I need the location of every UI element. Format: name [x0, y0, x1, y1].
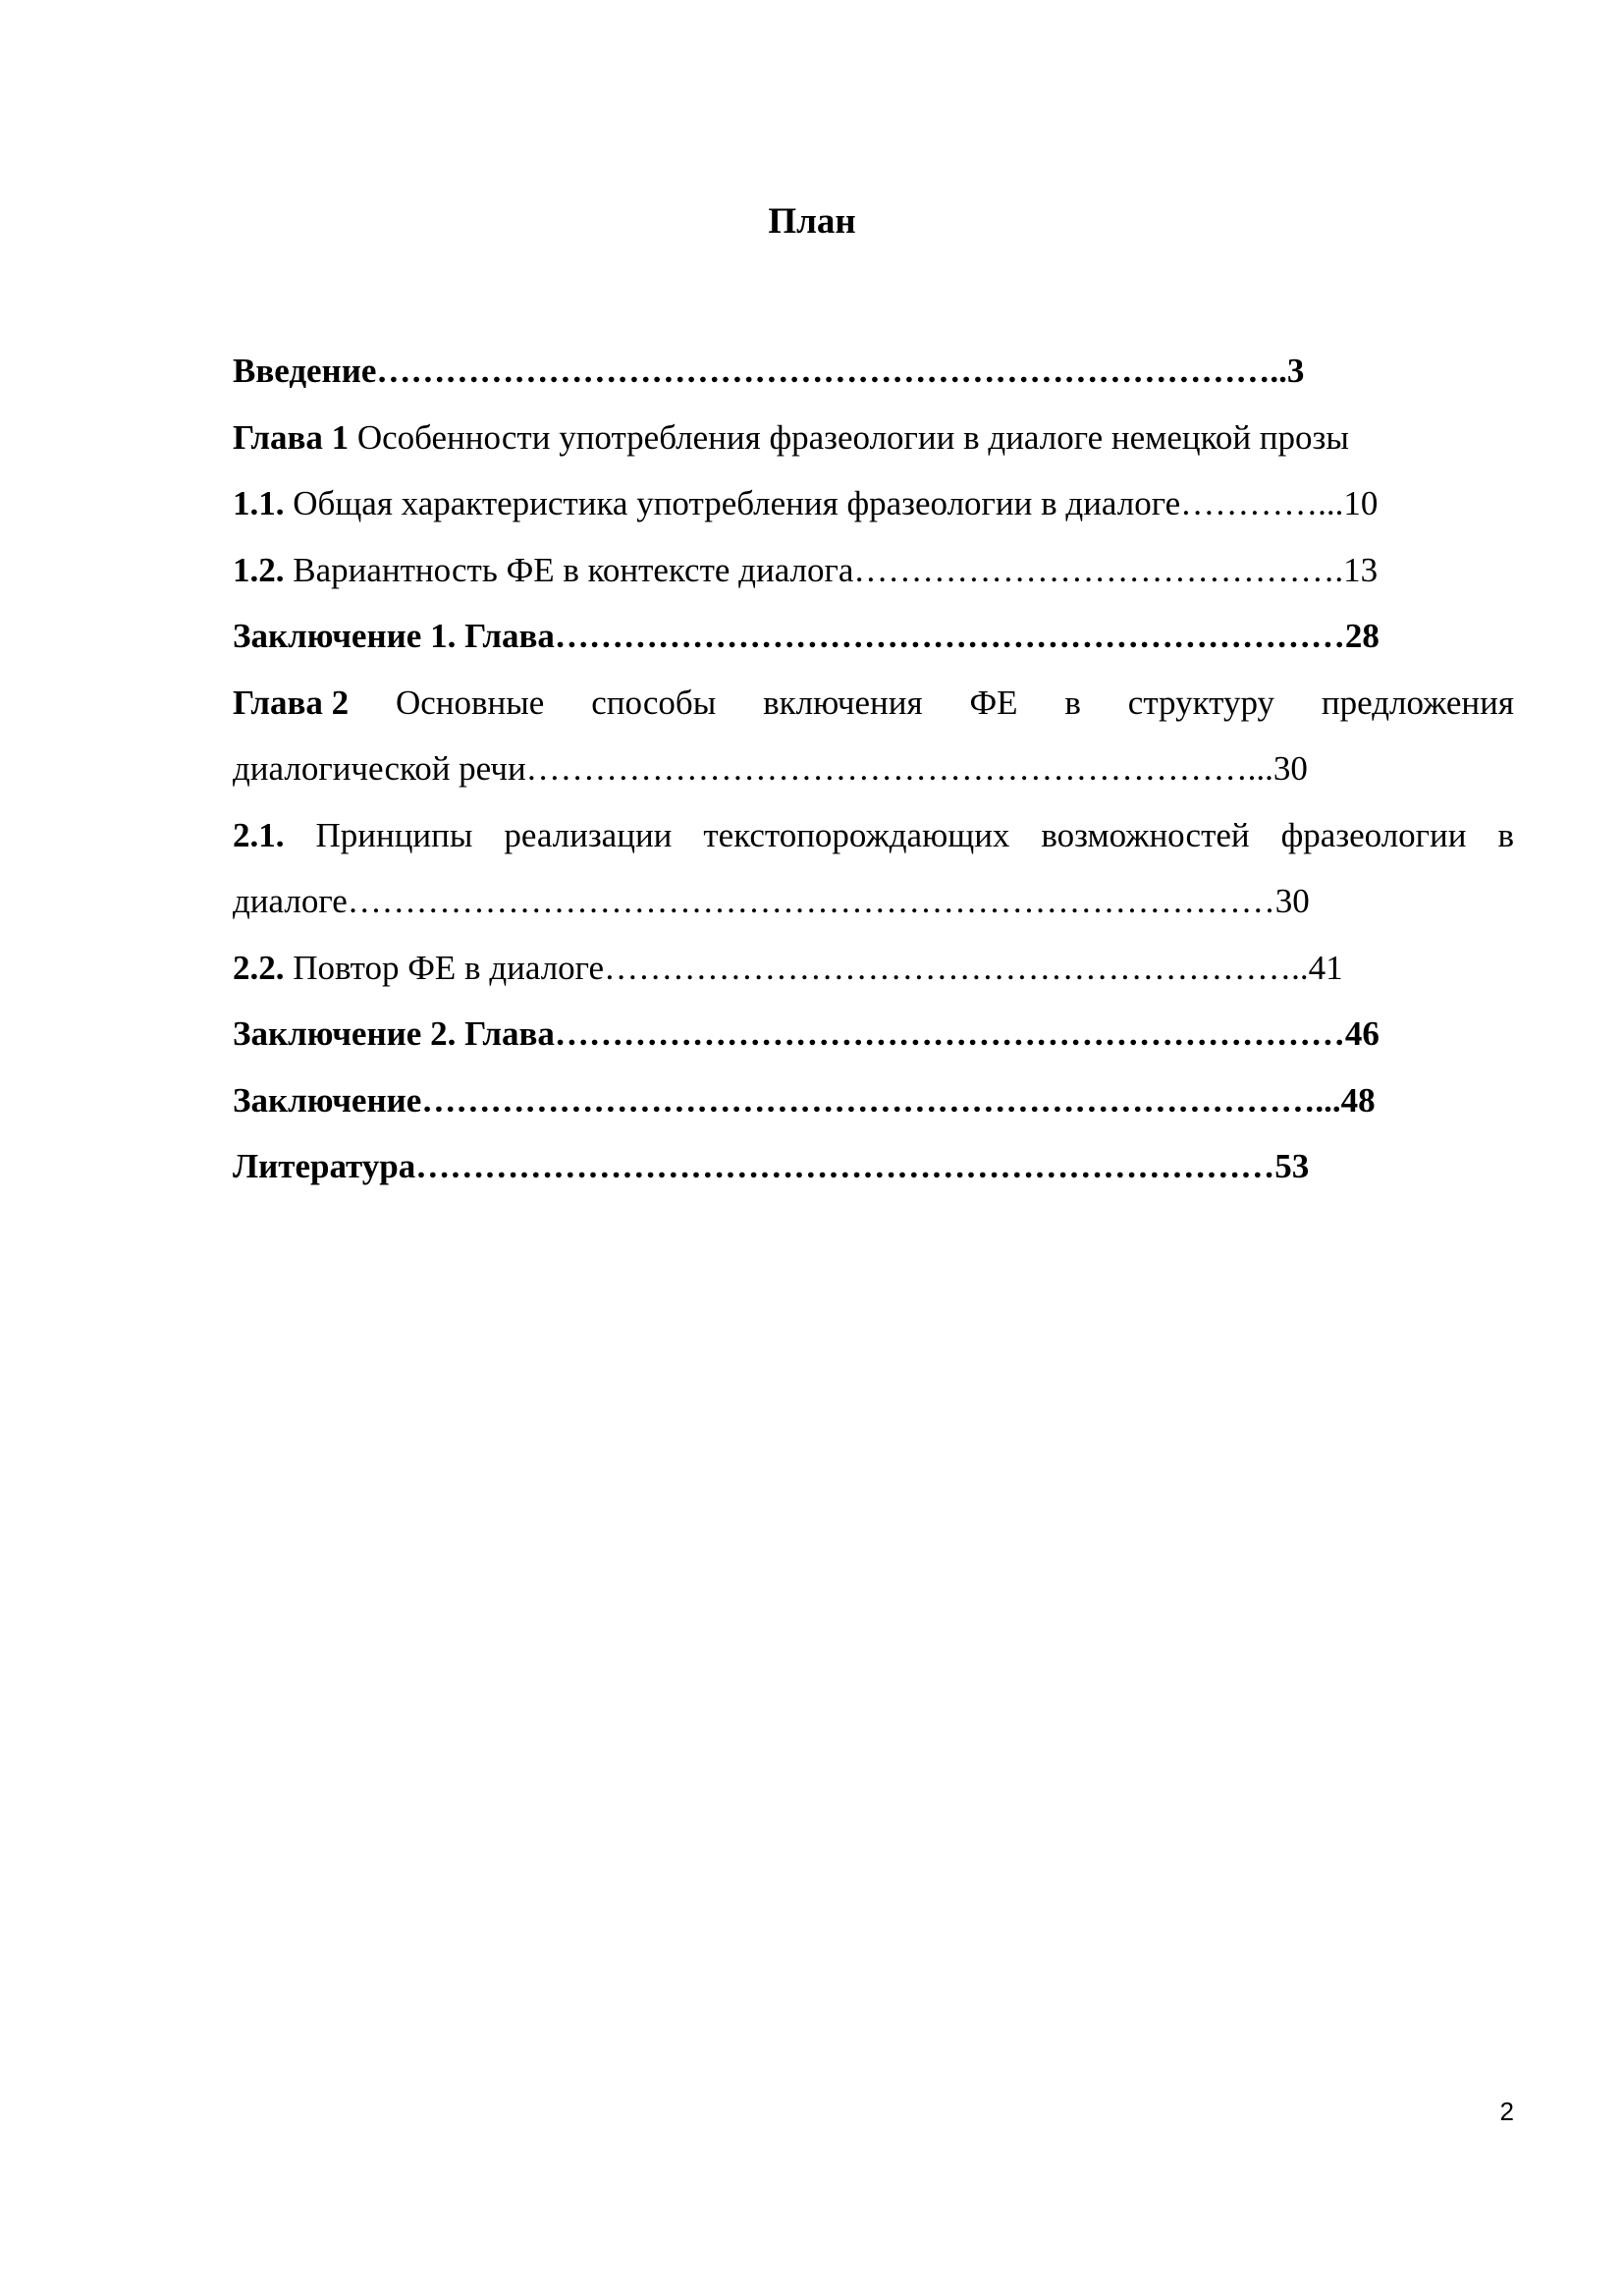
toc-entry-conclusion[interactable] — [233, 1067, 1514, 1134]
toc-chapter-2-number: Глава 2 — [233, 683, 350, 722]
toc-entry-section-1-2[interactable] — [233, 537, 1514, 604]
toc-chapter-2-word: в — [1064, 683, 1081, 722]
toc-entry-literature[interactable] — [233, 1133, 1514, 1200]
toc-entry-section-1-1[interactable] — [233, 470, 1514, 537]
toc-section-2-1-lead — [233, 802, 285, 869]
toc-entry-section-2-1[interactable] — [233, 802, 1514, 869]
toc-section-2-1-word: реализации — [504, 815, 673, 854]
toc-entry-conclusion-1[interactable] — [233, 603, 1514, 670]
toc-section-1-1-number: 1.1. — [233, 484, 285, 522]
toc-chapter-2-continuation-text: диалогической речи………………………………………………………...30 — [233, 749, 1308, 788]
toc-literature-text: Литература…………………………………………………………………53 — [233, 1147, 1310, 1185]
toc-section-2-1-word: текстопорождающих — [703, 815, 1010, 854]
toc-section-1-2-number: 1.2. — [233, 550, 285, 589]
toc-chapter-2-word: структуру — [1127, 683, 1275, 722]
toc-section-2-1-number: 2.1. — [233, 815, 285, 854]
toc-section-2-1-word: в — [1497, 815, 1514, 854]
toc-conclusion-2-text: Заключение 2. Глава……………………………………………………………46 — [233, 1014, 1380, 1053]
toc-chapter-2-word: ФЕ — [969, 683, 1018, 722]
page-number: 2 — [1499, 2097, 1514, 2126]
toc-section-1-1-text: Общая характеристика употребления фразеологии в диалоге…………...10 — [284, 484, 1379, 522]
toc-section-2-2-text: Повтор ФЕ в диалоге……………………………………………………..41 — [284, 948, 1343, 987]
toc-chapter-2-word: способы — [591, 683, 717, 722]
toc-chapter-1-number: Глава 1 — [233, 417, 350, 457]
toc-section-2-2-number: 2.2. — [233, 948, 285, 987]
toc-section-2-1-word: фразеологии — [1280, 815, 1467, 854]
toc-section-2-1-word: Принципы — [315, 815, 473, 854]
toc-entry-intro[interactable] — [233, 338, 1514, 405]
toc-entry-chapter-2-continuation[interactable] — [233, 736, 1514, 802]
toc-entry-chapter-2[interactable] — [233, 670, 1514, 737]
toc-entry-intro-text: Введение……………………………………………………………………..3 — [233, 352, 1305, 390]
toc-conclusion-1-text: Заключение 1. Глава……………………………………………………………28 — [233, 617, 1380, 655]
toc-chapter-2-word: предложения — [1321, 683, 1514, 722]
toc-section-2-1-word: возможностей — [1041, 815, 1250, 854]
page-title: План — [768, 201, 856, 242]
toc-chapter-2-word: включения — [763, 683, 923, 722]
toc-chapter-1-title: Особенности употребления фразеологии в диалоге немецкой прозы — [349, 417, 1349, 457]
toc-section-2-1-continuation-text: диалоге………………………………………………………………………30 — [233, 882, 1310, 920]
toc-conclusion-text: Заключение……………………………………………………………………...48 — [233, 1080, 1376, 1120]
toc-chapter-2-word: Основные — [395, 683, 545, 722]
toc-entry-section-2-2[interactable] — [233, 935, 1514, 1002]
toc-entry-section-2-1-continuation[interactable] — [233, 868, 1514, 935]
toc-entry-conclusion-2[interactable] — [233, 1001, 1514, 1067]
toc-section-1-2-text: Вариантность ФЕ в контексте диалога…………………………………….13 — [284, 550, 1379, 589]
table-of-contents — [233, 338, 1514, 1200]
toc-entry-chapter-1[interactable] — [233, 405, 1514, 471]
